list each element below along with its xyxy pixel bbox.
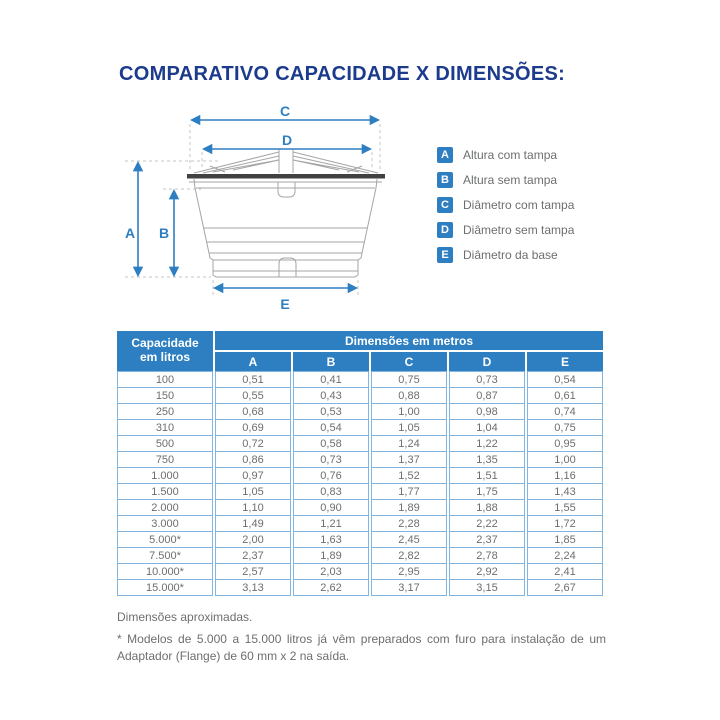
dim-cell: 1,88 <box>449 500 525 516</box>
legend-item-b <box>437 172 574 188</box>
dim-cell: 2,78 <box>449 548 525 564</box>
capacity-cell: 5.000* <box>117 532 213 548</box>
dim-label-a: A <box>124 225 136 241</box>
table-row <box>117 388 603 404</box>
dim-cell: 2,82 <box>371 548 447 564</box>
dim-cell: 1,89 <box>371 500 447 516</box>
capacity-cell: 100 <box>117 371 213 388</box>
dim-cell: 1,43 <box>527 484 603 500</box>
table-row <box>117 404 603 420</box>
dim-cell: 2,22 <box>449 516 525 532</box>
dim-cell: 1,85 <box>527 532 603 548</box>
table-body <box>117 371 603 596</box>
dim-cell: 1,00 <box>371 404 447 420</box>
capacity-cell: 750 <box>117 452 213 468</box>
dimension-legend <box>437 147 574 272</box>
dim-cell: 1,63 <box>293 532 369 548</box>
table-row <box>117 468 603 484</box>
dim-cell: 0,54 <box>527 371 603 388</box>
legend-label-c: Diâmetro com tampa <box>463 198 575 212</box>
footnote-approx: Dimensões aproximadas. <box>117 610 253 624</box>
dim-cell: 3,13 <box>215 580 291 596</box>
dim-cell: 1,51 <box>449 468 525 484</box>
tank-diagram <box>113 100 405 322</box>
dim-cell: 3,15 <box>449 580 525 596</box>
table-row <box>117 532 603 548</box>
dim-cell: 0,75 <box>527 420 603 436</box>
dim-cell: 0,51 <box>215 371 291 388</box>
dim-cell: 2,24 <box>527 548 603 564</box>
dim-label-d: D <box>281 132 293 148</box>
dim-cell: 2,28 <box>371 516 447 532</box>
capacity-cell: 10.000* <box>117 564 213 580</box>
dim-cell: 2,95 <box>371 564 447 580</box>
dim-cell: 1,89 <box>293 548 369 564</box>
dim-cell: 1,72 <box>527 516 603 532</box>
tank-rim <box>187 174 385 179</box>
legend-item-c <box>437 197 574 213</box>
capacity-cell: 250 <box>117 404 213 420</box>
page-title: COMPARATIVO CAPACIDADE X DIMENSÕES: <box>119 63 566 85</box>
dim-cell: 0,55 <box>215 388 291 404</box>
dim-cell: 3,17 <box>371 580 447 596</box>
dim-cell: 0,95 <box>527 436 603 452</box>
table-header <box>117 331 603 371</box>
capacity-cell: 3.000 <box>117 516 213 532</box>
capacity-header-line2: em litros <box>139 350 190 364</box>
dim-cell: 1,52 <box>371 468 447 484</box>
dim-cell: 0,69 <box>215 420 291 436</box>
dim-label-b: B <box>158 225 170 241</box>
dim-cell: 0,97 <box>215 468 291 484</box>
dim-cell: 0,41 <box>293 371 369 388</box>
table-row <box>117 371 603 388</box>
dim-cell: 2,62 <box>293 580 369 596</box>
dim-cell: 1,35 <box>449 452 525 468</box>
dim-cell: 1,77 <box>371 484 447 500</box>
dim-cell: 0,76 <box>293 468 369 484</box>
dimension-arrows <box>125 103 378 312</box>
legend-label-e: Diâmetro da base <box>463 248 558 262</box>
dim-cell: 2,92 <box>449 564 525 580</box>
dim-cell: 0,73 <box>293 452 369 468</box>
legend-badge-e: E <box>437 247 453 263</box>
legend-item-a <box>437 147 574 163</box>
dim-cell: 0,61 <box>527 388 603 404</box>
table-row <box>117 452 603 468</box>
dim-cell: 1,55 <box>527 500 603 516</box>
dim-cell: 0,90 <box>293 500 369 516</box>
dim-cell: 2,37 <box>449 532 525 548</box>
capacity-header-line1: Capacidade <box>131 336 199 351</box>
legend-label-b: Altura sem tampa <box>463 173 558 187</box>
dim-cell: 1,75 <box>449 484 525 500</box>
dim-cell: 0,86 <box>215 452 291 468</box>
dim-cell: 0,68 <box>215 404 291 420</box>
dim-cell: 1,04 <box>449 420 525 436</box>
dim-cell: 1,00 <box>527 452 603 468</box>
dim-cell: 1,22 <box>449 436 525 452</box>
dim-cell: 0,72 <box>215 436 291 452</box>
dim-cell: 0,74 <box>527 404 603 420</box>
dim-cell: 2,00 <box>215 532 291 548</box>
dim-cell: 1,05 <box>215 484 291 500</box>
dimensions-table <box>115 331 605 596</box>
legend-badge-b: B <box>437 172 453 188</box>
dim-cell: 1,05 <box>371 420 447 436</box>
dim-cell: 2,57 <box>215 564 291 580</box>
column-header-b: B <box>293 352 369 371</box>
column-header-a: A <box>215 352 291 371</box>
dim-cell: 1,21 <box>293 516 369 532</box>
dim-cell: 1,49 <box>215 516 291 532</box>
legend-badge-a: A <box>437 147 453 163</box>
table-row <box>117 564 603 580</box>
dim-cell: 2,67 <box>527 580 603 596</box>
column-header-e: E <box>527 352 603 371</box>
dim-cell: 0,58 <box>293 436 369 452</box>
dim-cell: 0,73 <box>449 371 525 388</box>
tank-drawing <box>187 149 385 277</box>
capacity-header <box>117 331 213 371</box>
reference-dashes <box>125 124 380 296</box>
footnote-flange: * Modelos de 5.000 a 15.000 litros já vêm preparados com furo para instalação de um Adaptador (Flange) de 60 mm x 2 na saída. <box>117 632 606 663</box>
legend-item-e <box>437 247 574 263</box>
capacity-cell: 150 <box>117 388 213 404</box>
dim-label-e: E <box>280 296 290 312</box>
table-row <box>117 580 603 596</box>
dim-label-c: C <box>279 103 291 119</box>
legend-badge-c: C <box>437 197 453 213</box>
dim-cell: 1,10 <box>215 500 291 516</box>
dim-cell: 2,45 <box>371 532 447 548</box>
dim-cell: 0,54 <box>293 420 369 436</box>
dim-cell: 1,24 <box>371 436 447 452</box>
dim-cell: 0,87 <box>449 388 525 404</box>
dim-cell: 0,53 <box>293 404 369 420</box>
dim-cell: 2,37 <box>215 548 291 564</box>
dim-cell: 1,16 <box>527 468 603 484</box>
table-row <box>117 420 603 436</box>
capacity-cell: 1.000 <box>117 468 213 484</box>
dim-cell: 0,75 <box>371 371 447 388</box>
table-row <box>117 500 603 516</box>
capacity-cell: 15.000* <box>117 580 213 596</box>
dim-cell: 0,88 <box>371 388 447 404</box>
capacity-cell: 1.500 <box>117 484 213 500</box>
legend-label-d: Diâmetro sem tampa <box>463 223 575 237</box>
legend-label-a: Altura com tampa <box>463 148 558 162</box>
legend-badge-d: D <box>437 222 453 238</box>
capacity-cell: 7.500* <box>117 548 213 564</box>
column-header-c: C <box>371 352 447 371</box>
capacity-cell: 2.000 <box>117 500 213 516</box>
legend-item-d <box>437 222 574 238</box>
dim-cell: 0,98 <box>449 404 525 420</box>
dim-cell: 2,03 <box>293 564 369 580</box>
table-row <box>117 436 603 452</box>
table-row <box>117 484 603 500</box>
dim-cell: 0,43 <box>293 388 369 404</box>
dim-cell: 1,37 <box>371 452 447 468</box>
dimensions-group-header: Dimensões em metros <box>215 331 603 352</box>
capacity-cell: 310 <box>117 420 213 436</box>
dim-cell: 2,41 <box>527 564 603 580</box>
dim-cell: 0,83 <box>293 484 369 500</box>
table-row <box>117 516 603 532</box>
table-row <box>117 548 603 564</box>
column-header-d: D <box>449 352 525 371</box>
capacity-cell: 500 <box>117 436 213 452</box>
